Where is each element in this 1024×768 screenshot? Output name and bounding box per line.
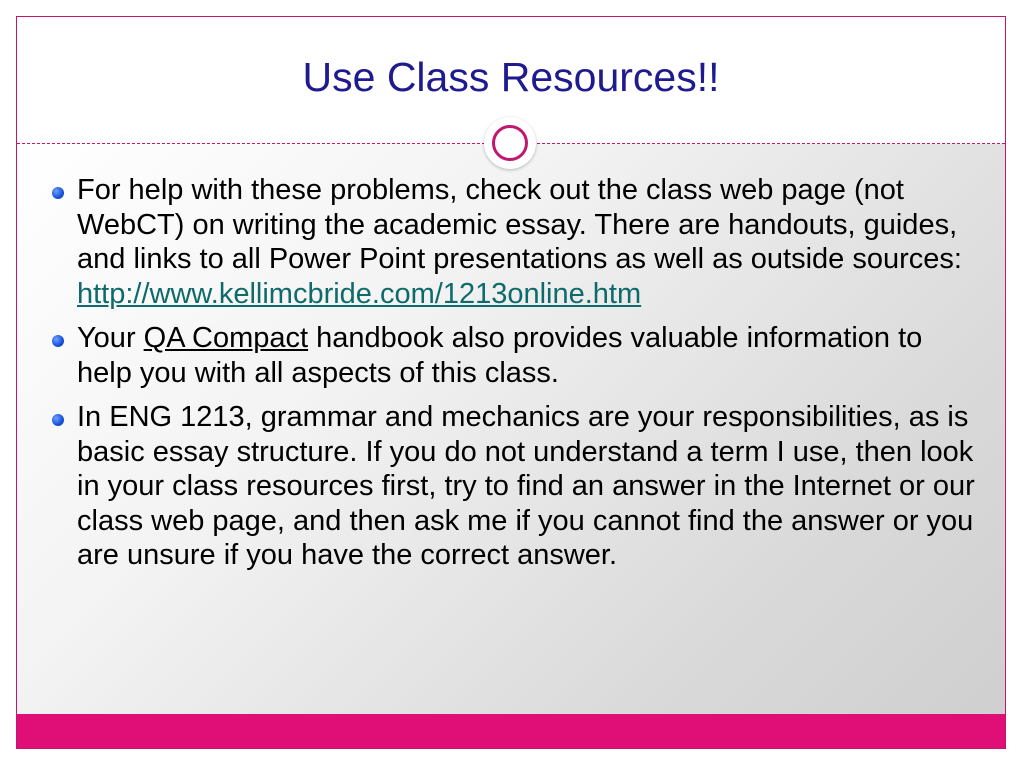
footer-accent-band: [17, 714, 1005, 748]
bullet-item-2: [49, 321, 984, 390]
handbook-title: QA Compact: [143, 322, 309, 354]
bullet-item-1: [49, 173, 984, 311]
class-web-page-link[interactable]: http://www.kellimcbride.com/1213online.htm: [77, 277, 642, 310]
ring-ornament-icon: [484, 117, 536, 169]
slide-title: Use Class Resources!!: [302, 54, 720, 100]
round-bullet-icon: [52, 335, 64, 347]
round-bullet-icon: [52, 414, 64, 426]
bullet-3-text: In ENG 1213, grammar and mechanics are your responsibilities, as is basic essay structure. If you do not understand a term I use, then look in your class resources first, try to find an answer in the Internet or our class web page, and then ask me if you cannot find the answer or you are unsure if you have the correct answer.: [77, 401, 975, 571]
bullet-2-prefix: Your: [77, 322, 144, 354]
round-bullet-icon: [52, 187, 64, 199]
ring-inner: [492, 125, 528, 161]
bullet-list: [49, 173, 984, 583]
bullet-2-suffix: handbook also provides valuable information to help you with all aspects of this class.: [77, 322, 923, 389]
slide: [16, 16, 1006, 749]
bullet-1-text: For help with these problems, check out the class web page (not WebCT) on writing the academic essay. There are handouts, guides, and links to all Power Point presentations as well as outside sources:: [77, 174, 962, 275]
bullet-item-3: [49, 400, 984, 573]
